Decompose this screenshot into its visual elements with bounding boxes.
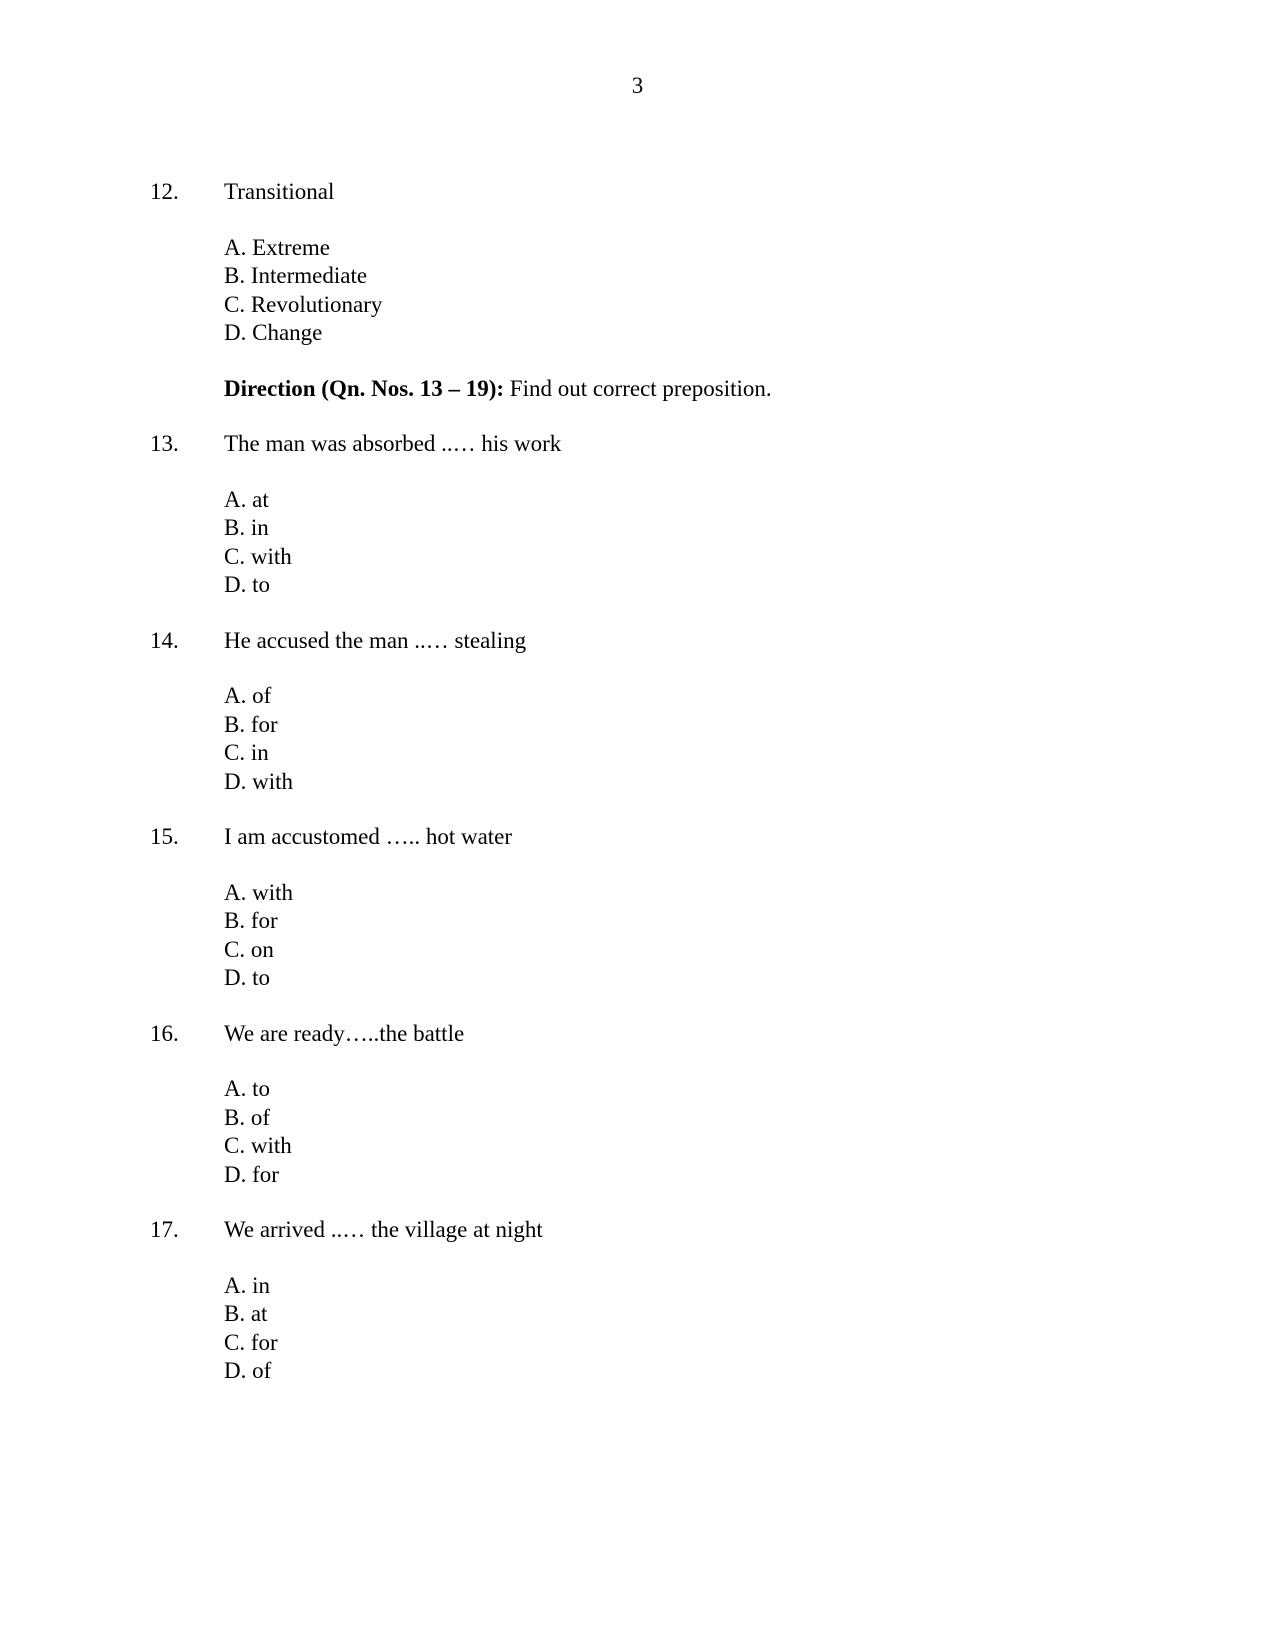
option-a: A. of <box>224 683 272 708</box>
option-d: D. of <box>224 1358 272 1383</box>
question-17 <box>150 1216 1150 1386</box>
option-d: D. to <box>224 572 270 597</box>
option-c: C. in <box>224 740 269 765</box>
option-b: B. for <box>224 711 278 737</box>
option-d: D. to <box>224 965 270 990</box>
question-text: We arrived ..… the village at night <box>224 1217 543 1242</box>
question-text: The man was absorbed ..… his work <box>224 431 562 456</box>
direction-label: Direction (Qn. Nos. 13 – 19): <box>224 375 505 401</box>
option-c: C. on <box>224 936 274 962</box>
question-number: 14. <box>150 627 179 653</box>
question-number: 17. <box>150 1217 179 1242</box>
question-number: 15. <box>150 824 179 849</box>
option-list <box>224 1075 1150 1189</box>
page-number: 3 <box>631 73 644 98</box>
option-a: A. Extreme <box>224 234 331 260</box>
option-list <box>224 682 1150 796</box>
option-c: C. with <box>224 1133 292 1158</box>
option-c: C. for <box>224 1329 278 1355</box>
question-number: 12. <box>150 179 179 204</box>
option-d: D. with <box>224 768 293 794</box>
option-list <box>224 879 1150 993</box>
option-a: A. in <box>224 1272 270 1298</box>
option-d: D. Change <box>224 320 323 345</box>
question-text: I am accustomed ….. hot water <box>224 824 513 849</box>
option-a: A. at <box>224 486 269 512</box>
option-c: C. with <box>224 543 292 569</box>
option-b: B. for <box>224 908 278 933</box>
question-16 <box>150 1020 1150 1190</box>
option-b: B. of <box>224 1104 270 1130</box>
option-b: B. Intermediate <box>224 263 368 288</box>
direction-text: Find out correct preposition. <box>504 375 772 401</box>
option-list <box>224 234 1150 348</box>
question-text: We are ready…..the battle <box>224 1020 465 1046</box>
option-a: A. to <box>224 1076 270 1101</box>
option-a: A. with <box>224 879 293 905</box>
question-14 <box>150 627 1150 797</box>
question-content <box>150 178 1150 1413</box>
question-15 <box>150 823 1150 993</box>
question-number: 13. <box>150 431 179 456</box>
option-b: B. at <box>224 1301 268 1326</box>
option-b: B. in <box>224 515 269 540</box>
question-number: 16. <box>150 1020 179 1046</box>
question-13 <box>150 430 1150 600</box>
option-d: D. for <box>224 1161 279 1187</box>
option-list <box>224 1272 1150 1386</box>
direction-instruction <box>150 375 1150 404</box>
question-12 <box>150 178 1150 348</box>
question-text: He accused the man ..… stealing <box>224 627 527 653</box>
option-c: C. Revolutionary <box>224 291 383 317</box>
question-text: Transitional <box>224 179 335 204</box>
option-list <box>224 486 1150 600</box>
